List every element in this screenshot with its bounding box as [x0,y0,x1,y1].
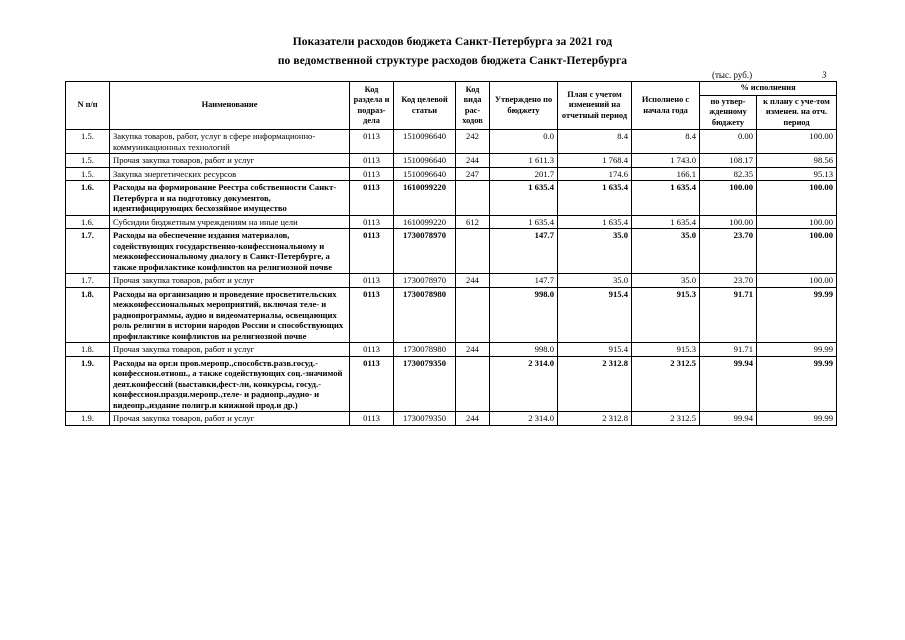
cell-pct-approved: 91.71 [700,343,757,357]
cell-kind: 244 [456,154,490,168]
col-plan-header: План с учетом изменений на отчетный период [558,82,632,130]
table-row [66,167,837,181]
cell-plan: 1 768.4 [558,154,632,168]
cell-kind [456,229,490,274]
cell-pct-approved: 23.70 [700,229,757,274]
cell-num: 1.6. [66,215,110,229]
cell-section: 0113 [350,215,394,229]
cell-kind: 244 [456,343,490,357]
col-target-header: Код целевой статьи [394,82,456,130]
cell-executed: 1 635.4 [632,215,700,229]
col-approved-header: Утверждено по бюджету [490,82,558,130]
cell-kind: 242 [456,130,490,154]
cell-pct-plan: 99.99 [757,356,837,412]
cell-approved: 998.0 [490,343,558,357]
cell-target: 1610099220 [394,181,456,216]
cell-target: 1730078980 [394,343,456,357]
cell-section: 0113 [350,154,394,168]
cell-pct-approved: 100.00 [700,215,757,229]
table-row [66,412,837,426]
cell-approved: 1 635.4 [490,181,558,216]
cell-plan: 35.0 [558,274,632,288]
cell-kind: 247 [456,167,490,181]
cell-plan: 1 635.4 [558,215,632,229]
cell-section: 0113 [350,356,394,412]
cell-pct-plan: 99.99 [757,412,837,426]
cell-executed: 1 635.4 [632,181,700,216]
cell-approved: 1 611.3 [490,154,558,168]
cell-approved: 1 635.4 [490,215,558,229]
cell-name: Расходы на обеспечение издания материалов, содействующих государственно-конфессиональному и межконфессиональному диалогу в Санкт-Петербурге, а также профилактике конфликтов на религиозной почве [110,229,350,274]
col-kind-header: Код вида рас-ходов [456,82,490,130]
cell-pct-plan: 98.56 [757,154,837,168]
cell-approved: 2 314.0 [490,412,558,426]
cell-section: 0113 [350,167,394,181]
cell-kind: 612 [456,215,490,229]
cell-pct-plan: 100.00 [757,215,837,229]
cell-num: 1.7. [66,229,110,274]
cell-approved: 147.7 [490,274,558,288]
cell-plan: 915.4 [558,343,632,357]
cell-num: 1.7. [66,274,110,288]
col-pct-group-header: % исполнения [700,82,837,96]
cell-section: 0113 [350,181,394,216]
cell-section: 0113 [350,229,394,274]
cell-executed: 35.0 [632,274,700,288]
cell-name: Прочая закупка товаров, работ и услуг [110,274,350,288]
table-row [66,287,837,343]
cell-name: Прочая закупка товаров, работ и услуг [110,154,350,168]
cell-kind [456,181,490,216]
col-num-header: N п/п [66,82,110,130]
table-row [66,130,837,154]
table-row [66,343,837,357]
cell-num: 1.5. [66,154,110,168]
cell-target: 1730078970 [394,229,456,274]
cell-name: Прочая закупка товаров, работ и услуг [110,343,350,357]
cell-executed: 2 312.5 [632,356,700,412]
cell-pct-plan: 95.13 [757,167,837,181]
cell-pct-approved: 91.71 [700,287,757,343]
cell-num: 1.6. [66,181,110,216]
table-row [66,274,837,288]
cell-executed: 915.3 [632,343,700,357]
cell-plan: 8.4 [558,130,632,154]
cell-pct-approved: 108.17 [700,154,757,168]
table-row [66,356,837,412]
cell-executed: 2 312.5 [632,412,700,426]
cell-num: 1.5. [66,130,110,154]
cell-approved: 998.0 [490,287,558,343]
cell-pct-plan: 100.00 [757,229,837,274]
cell-pct-approved: 100.00 [700,181,757,216]
table-row [66,154,837,168]
cell-pct-approved: 99.94 [700,356,757,412]
cell-num: 1.8. [66,287,110,343]
report-title: Показатели расходов бюджета Санкт-Петербурга за 2021 год [292,36,613,48]
cell-plan: 35.0 [558,229,632,274]
cell-executed: 8.4 [632,130,700,154]
cell-approved: 147.7 [490,229,558,274]
table-row [66,229,837,274]
cell-target: 1510096640 [394,130,456,154]
cell-num: 1.8. [66,343,110,357]
cell-executed: 915.3 [632,287,700,343]
cell-name: Закупка товаров, работ, услуг в сфере информационно-коммуникационных технологий [110,130,350,154]
cell-name: Расходы на орг.и пров.меропр.,способств.разв.госуд.-конфессион.отнош., а также содействующих соц.-значимой деят.конфессий (выставки,фест-ли, конкурсы, госуд.-конфессион.праздн.меропр.,теле- и радиопр.,аудио- и видеопр.,издание полигр.и книжной прод.и др.) [110,356,350,412]
cell-executed: 166.1 [632,167,700,181]
cell-section: 0113 [350,274,394,288]
cell-executed: 35.0 [632,229,700,274]
cell-approved: 201.7 [490,167,558,181]
cell-pct-approved: 99.94 [700,412,757,426]
cell-num: 1.5. [66,167,110,181]
cell-target: 1730079350 [394,412,456,426]
table-row [66,181,837,216]
cell-kind [456,287,490,343]
cell-section: 0113 [350,130,394,154]
cell-num: 1.9. [66,412,110,426]
cell-pct-plan: 100.00 [757,274,837,288]
page-number: 3 [822,70,827,80]
units-label: (тыс. руб.) [712,70,753,80]
cell-kind: 244 [456,274,490,288]
cell-pct-plan: 99.99 [757,343,837,357]
cell-target: 1730078970 [394,274,456,288]
cell-target: 1730079350 [394,356,456,412]
cell-pct-plan: 100.00 [757,181,837,216]
cell-kind: 244 [456,412,490,426]
col-name-header: Наименование [110,82,350,130]
cell-approved: 2 314.0 [490,356,558,412]
cell-section: 0113 [350,412,394,426]
cell-target: 1510096640 [394,154,456,168]
col-executed-header: Исполнено с начала года [632,82,700,130]
cell-num: 1.9. [66,356,110,412]
cell-plan: 174.6 [558,167,632,181]
cell-pct-approved: 0.00 [700,130,757,154]
cell-target: 1610099220 [394,215,456,229]
col-pct-approved-header: по утвер-жденному бюджету [700,95,757,130]
cell-name: Расходы на формирование Реестра собственности Санкт-Петербурга и на подготовку документов, идентифицирующих бесхозяйное имущество [110,181,350,216]
cell-approved: 0.0 [490,130,558,154]
cell-name: Расходы на организацию и проведение просветительских межконфессиональных мероприятий, включая теле- и радиопрограммы, аудио и видеоматериалы, освещающих роль религии в истории народов России и способствующих профилактике конфликтов на религиозной почве [110,287,350,343]
budget-table [65,81,837,426]
cell-name: Прочая закупка товаров, работ и услуг [110,412,350,426]
cell-pct-plan: 100.00 [757,130,837,154]
table-body [66,130,837,426]
header-row [66,82,837,96]
cell-target: 1510096640 [394,167,456,181]
cell-target: 1730078980 [394,287,456,343]
cell-executed: 1 743.0 [632,154,700,168]
cell-pct-plan: 99.99 [757,287,837,343]
cell-name: Субсидии бюджетным учреждениям на иные цели [110,215,350,229]
cell-plan: 2 312.8 [558,356,632,412]
cell-pct-approved: 23.70 [700,274,757,288]
cell-section: 0113 [350,287,394,343]
cell-kind [456,356,490,412]
col-pct-plan-header: к плану с уче-том изменен. на отч. период [757,95,837,130]
cell-pct-approved: 82.35 [700,167,757,181]
cell-plan: 915.4 [558,287,632,343]
cell-plan: 1 635.4 [558,181,632,216]
cell-plan: 2 312.8 [558,412,632,426]
table-row [66,215,837,229]
col-section-header: Код раздела и подраз-дела [350,82,394,130]
report-subtitle: по ведомственной структуре расходов бюджета Санкт-Петербурга [277,55,628,67]
cell-section: 0113 [350,343,394,357]
cell-name: Закупка энергетических ресурсов [110,167,350,181]
